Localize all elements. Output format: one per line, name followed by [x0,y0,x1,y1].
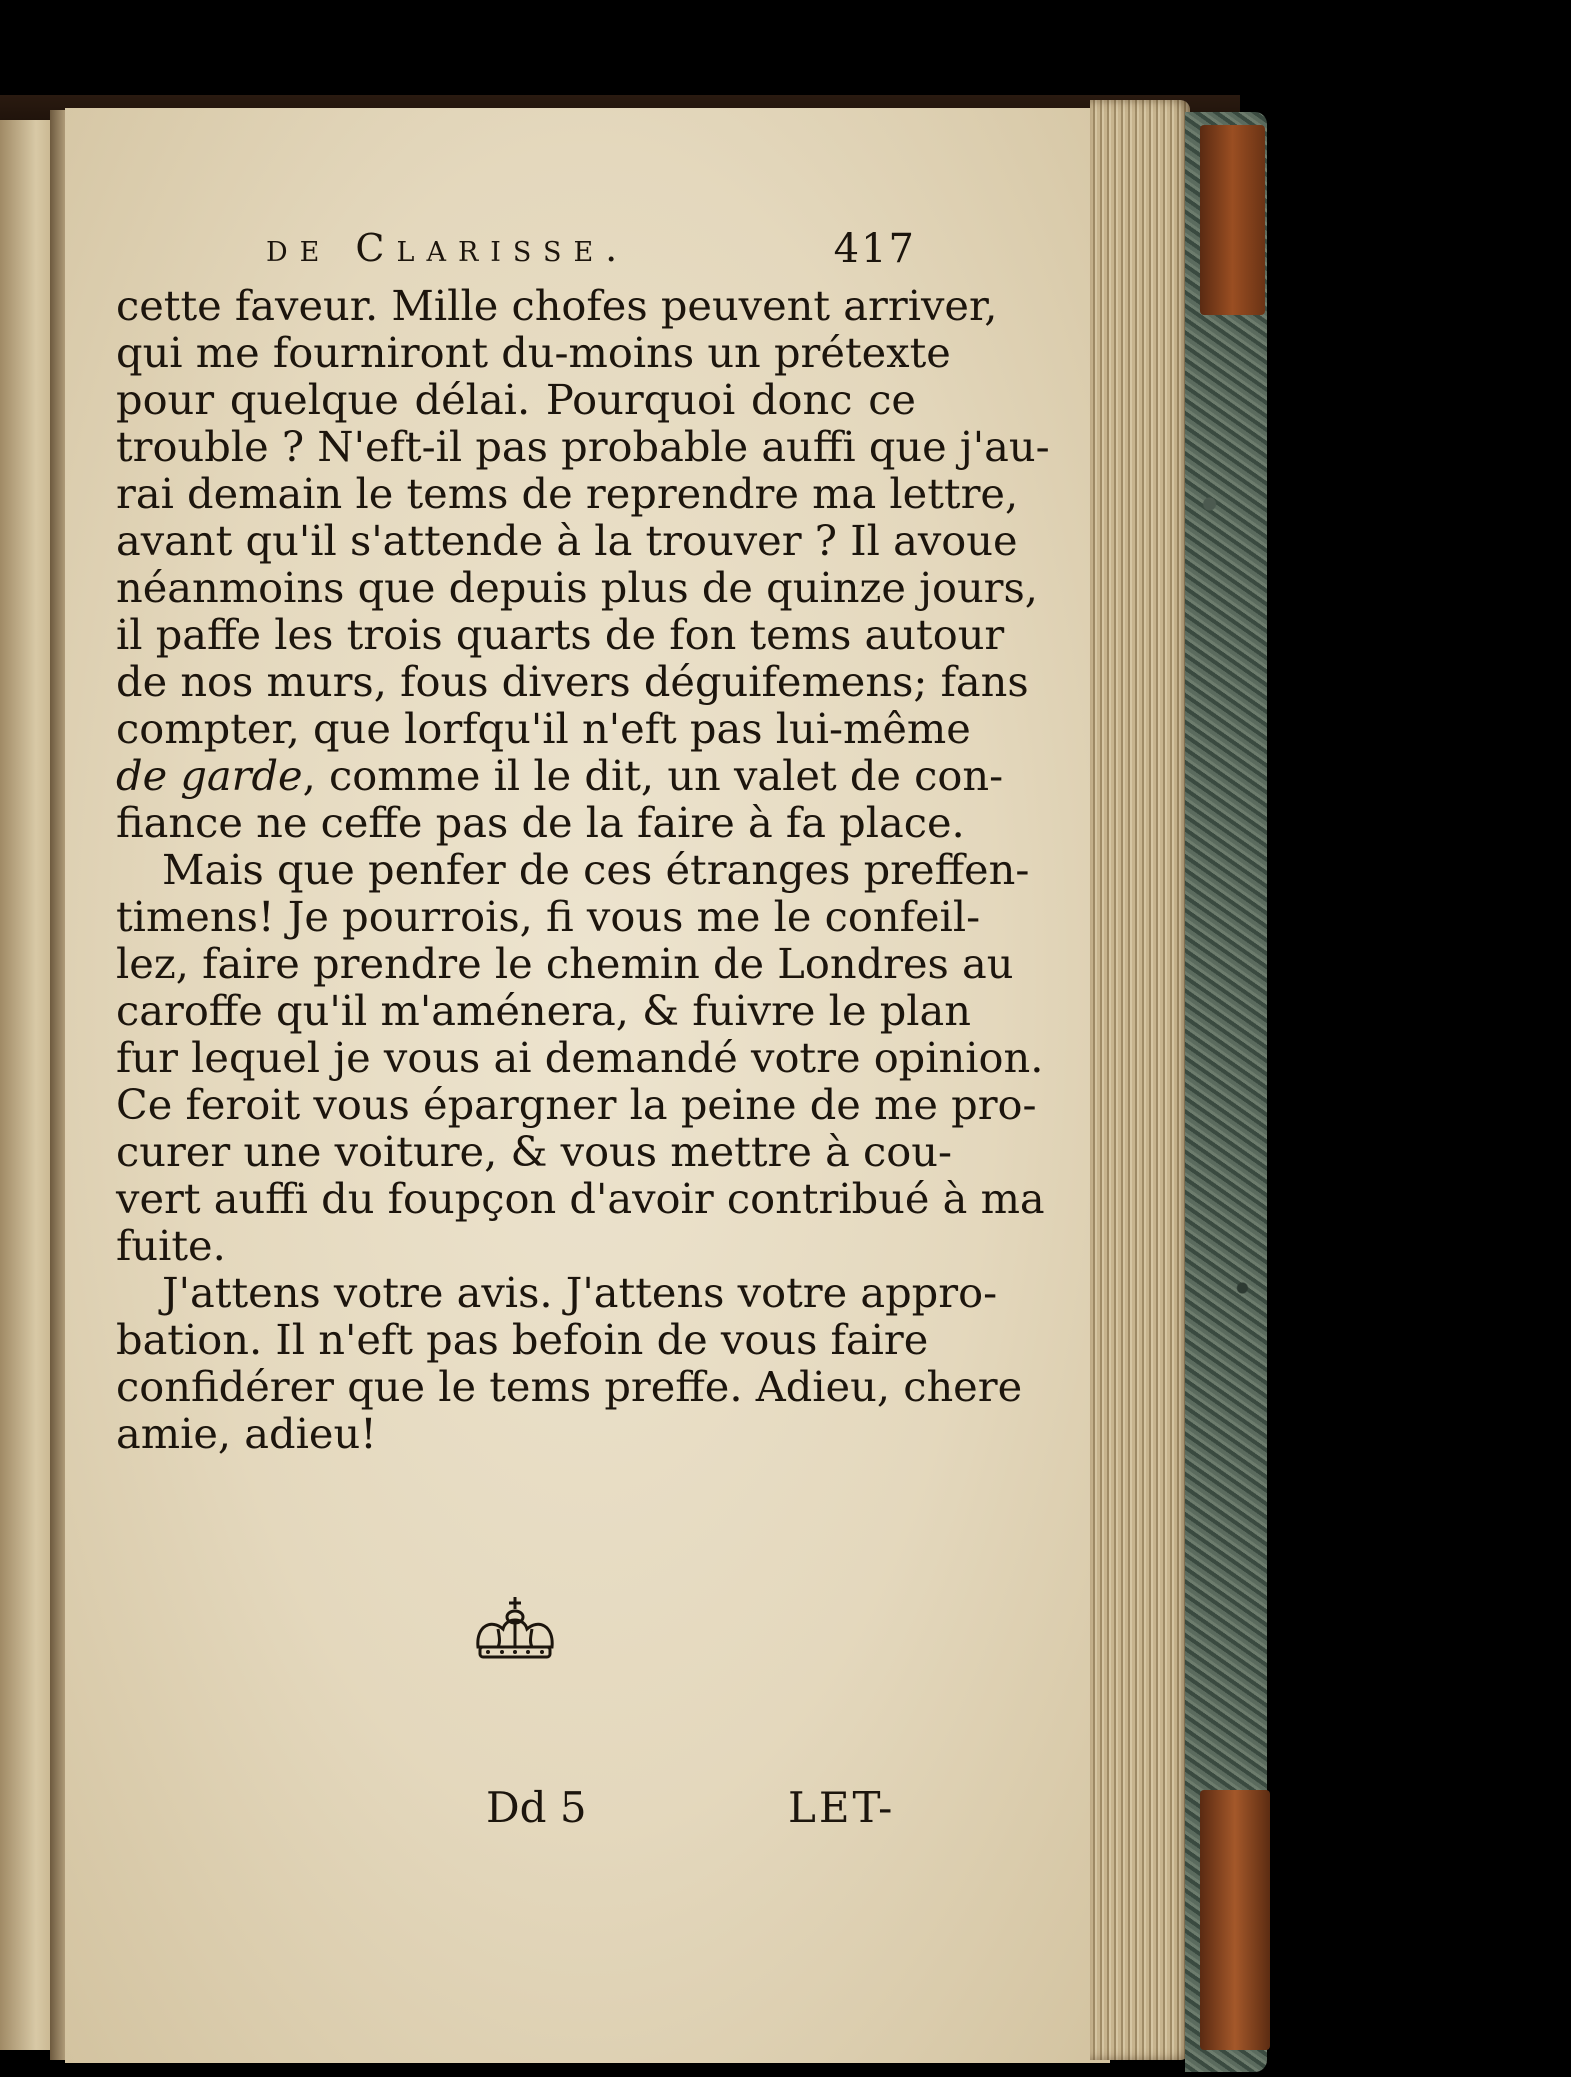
crown-ornament-icon [470,1595,560,1675]
text-line: vert auffi du foupçon d'avoir contribué à ma [116,1174,1045,1223]
page-number: 417 [833,226,916,272]
text-line: il paffe les trois quarts de fon tems autour [116,610,1005,659]
text-line: compter, que lorfqu'il n'eft pas lui-même [116,704,971,753]
book-spine [1185,112,1267,2072]
catchword: LET- [788,1783,896,1832]
text-line: trouble ? N'eft-il pas probable auffi que j'au- [116,422,1050,471]
text-line: caroffe qu'il m'aménera, & fuivre le plan [116,986,972,1035]
text-line: Ce feroit vous épargner la peine de me pro- [116,1080,1037,1129]
text-line: J'attens votre avis. J'attens votre appro- [162,1268,998,1317]
text-line: lez, faire prendre le chemin de Londres au [116,939,1014,988]
text-line: fur lequel je vous ai demandé votre opinion. [116,1033,1044,1082]
text-line: pour quelque délai. Pourquoi donc ce [116,375,916,424]
text-line: cette faveur. Mille chofes peuvent arriver, [116,281,998,330]
text-line [116,751,1004,800]
running-title: de Clarisse. [266,226,630,270]
text-line: fuite. [116,1221,226,1270]
text-line: avant qu'il s'attende à la trouver ? Il avoue [116,516,1018,565]
text-line: fiance ne ceffe pas de la faire à fa place. [116,798,965,847]
text-line: rai demain le tems de reprendre ma lettre, [116,469,1019,518]
text-line: confidérer que le tems preffe. Adieu, chere [116,1362,1023,1411]
text-line: de nos murs, fous divers déguifemens; fans [116,657,1029,706]
text-line: Mais que penfer de ces étranges preffen- [162,845,1030,894]
signature-mark: Dd 5 [486,1783,587,1832]
page-edges [1090,100,1190,2060]
text-line: amie, adieu! [116,1409,377,1458]
italic-phrase: de garde [116,751,303,800]
text-line: bation. Il n'eft pas befoin de vous faire [116,1315,929,1364]
running-head [116,222,916,282]
text-line-rest: , comme il le dit, un valet de con- [302,751,1004,800]
text-block [116,222,1050,1458]
spine-leather-top [1200,125,1265,315]
text-line: qui me fourniront du-moins un prétexte [116,328,951,377]
spine-leather-bottom [1200,1790,1270,2050]
text-line: curer une voiture, & vous mettre à cou- [116,1127,953,1176]
text-line: néanmoins que depuis plus de quinze jours, [116,563,1038,612]
text-line: timens! Je pourrois, fi vous me le confeil- [116,892,981,941]
